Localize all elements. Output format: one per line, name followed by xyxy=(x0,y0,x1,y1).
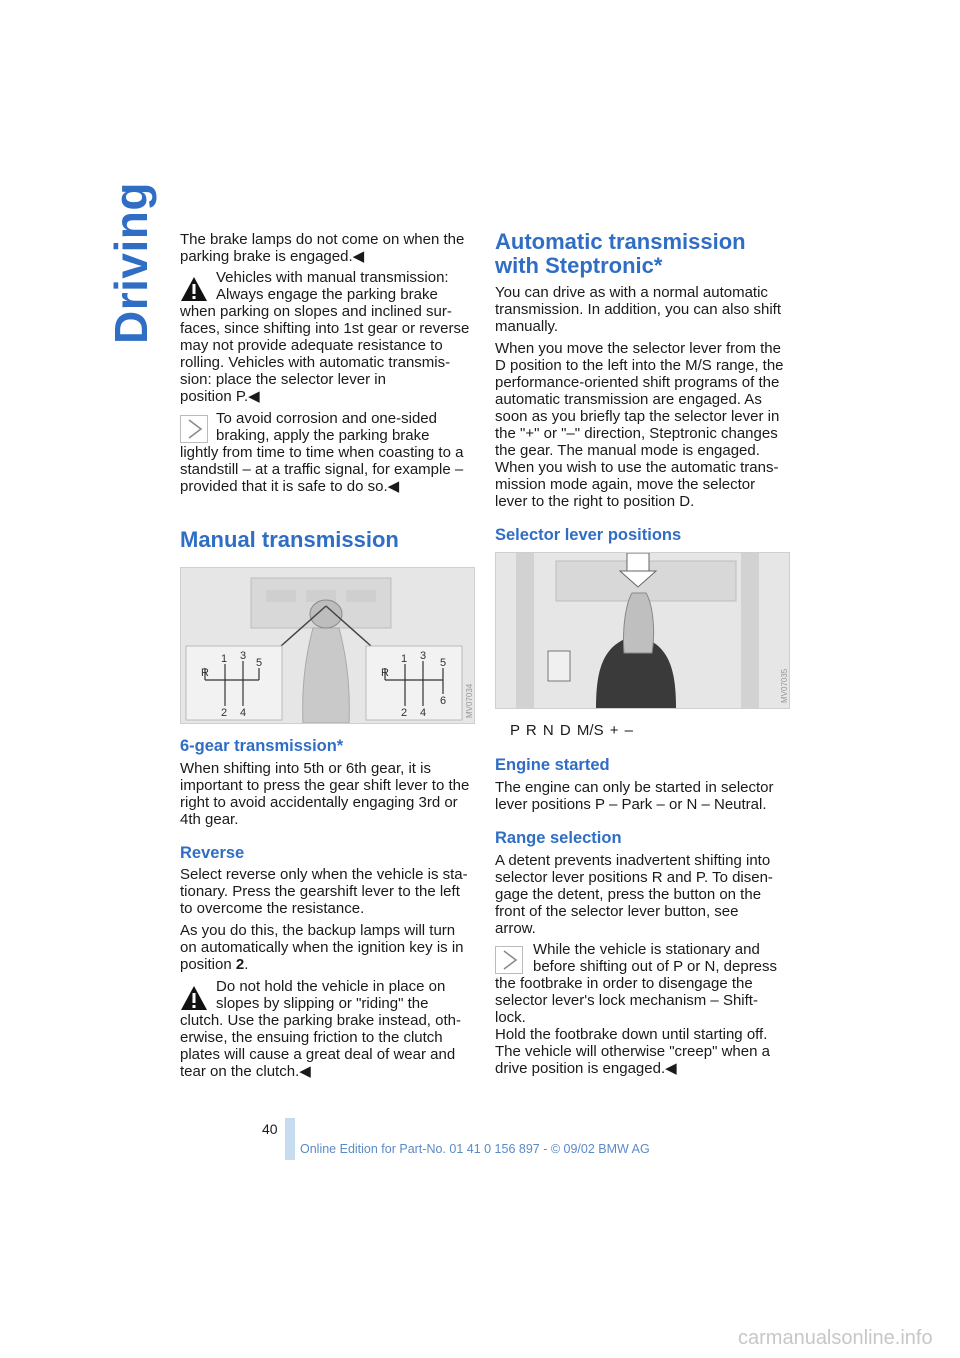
heading-automatic-transmission: Automatic transmission with Steptronic* xyxy=(495,229,746,278)
warning-icon xyxy=(180,985,208,1013)
text-range-selection: A detent prevents inadvertent shifting into selector lever positions R and P. To disen- gage the detent, press the button on the front of the selector lever button, see arrow. xyxy=(495,852,773,937)
selector-positions-label: P R N D M/S + – xyxy=(510,722,634,739)
gear-label-1-right: 1 xyxy=(401,653,408,665)
text-engine-started: The engine can only be started in selector lever positions P – Park – or N – Neutral. xyxy=(495,779,774,813)
note-shiftlock-rest: the footbrake in order to disengage the selector lever's lock mechanism – Shift- lock. Hold the footbrake down until starting off. The vehicle will otherwise "creep" when a drive position is engaged.◀ xyxy=(495,975,770,1077)
heading-selector-positions: Selector lever positions xyxy=(495,526,682,544)
note-corrosion-rest: lightly from time to time when coasting to a standstill – at a traffic signal, for example – provided that it is safe to do so.◀ xyxy=(180,444,464,495)
footer-bar xyxy=(285,1118,295,1160)
gear-label-2-left: 2 xyxy=(221,707,228,719)
manual-shift-figure xyxy=(180,567,475,724)
note-icon xyxy=(495,946,523,974)
heading-6gear: 6-gear transmission* xyxy=(180,737,344,755)
figure-code-manual: MV07034 xyxy=(465,683,474,718)
page-number: 40 xyxy=(262,1121,278,1137)
gear-label-3-right: 3 xyxy=(420,650,427,662)
note-icon xyxy=(180,415,208,443)
note-shiftlock-first: While the vehicle is stationary and before shifting out of P or N, depress xyxy=(533,941,778,975)
heading-range-selection: Range selection xyxy=(495,829,622,847)
gear-label-r-left: R xyxy=(201,667,209,679)
gear-label-3-left: 3 xyxy=(240,650,247,662)
text-backup-lamps: As you do this, the backup lamps will turn on automatically when the ignition key is in position 2. xyxy=(180,922,464,973)
gear-label-5-right: 5 xyxy=(440,657,447,669)
warning-clutch-first: Do not hold the vehicle in place on slopes by slipping or "riding" the xyxy=(216,978,446,1012)
warning-clutch-rest: clutch. Use the parking brake instead, oth- erwise, the ensuing friction to the clutch plates will cause a great deal of wear and tear on the clutch.◀ xyxy=(180,1012,461,1080)
edition-footer: Online Edition for Part-No. 01 41 0 156 897 - © 09/02 BMW AG xyxy=(300,1142,650,1156)
section-title: Driving xyxy=(105,182,157,344)
text-reverse: Select reverse only when the vehicle is sta- tionary. Press the gearshift lever to the left to overcome the resistance. xyxy=(180,866,468,917)
gear-label-1-left: 1 xyxy=(221,653,228,665)
text-auto-steptronic: When you move the selector lever from the D position to the left into the M/S range, the performance-oriented shift programs of the automatic transmission are engaged. As soon as you briefly tap the selector lever in the "+" or "–" direction, Steptronic changes the gear. The manual mode is engaged. When you wish to use the automatic trans- mission mode again, move the selector lever to the right to position D. xyxy=(495,340,784,510)
warning-icon xyxy=(180,276,208,304)
gear-label-4-right: 4 xyxy=(420,707,427,719)
heading-reverse: Reverse xyxy=(180,844,245,862)
text-auto-intro: You can drive as with a normal automatic transmission. In addition, you can also shift manually. xyxy=(495,284,781,335)
text-6gear: When shifting into 5th or 6th gear, it is important to press the gear shift lever to the right to avoid accidentally engaging 3rd or 4th gear. xyxy=(180,760,470,828)
selector-lever-figure xyxy=(495,552,790,709)
brake-lamp-text: The brake lamps do not come on when the parking brake is engaged.◀ xyxy=(180,231,465,265)
watermark: carmanualsonline.info xyxy=(738,1327,933,1349)
gear-label-5-left: 5 xyxy=(256,657,263,669)
gear-label-2-right: 2 xyxy=(401,707,408,719)
figure-code-selector: MV07035 xyxy=(780,668,789,703)
heading-engine-started: Engine started xyxy=(495,756,610,774)
gear-label-r-right: R xyxy=(381,667,389,679)
warning-manual-first: Vehicles with manual transmission: Always engage the parking brake xyxy=(216,269,449,303)
heading-manual-transmission: Manual transmission xyxy=(180,527,399,552)
gear-label-6-right: 6 xyxy=(440,695,447,707)
note-corrosion-first: To avoid corrosion and one-sided braking, apply the parking brake xyxy=(216,410,437,444)
gear-label-4-left: 4 xyxy=(240,707,247,719)
warning-manual-rest: when parking on slopes and inclined sur- faces, since shifting into 1st gear or reverse may not provide adequate resistance to rolling. Vehicles with automatic transmis- sion: place the selector lever in position P.◀ xyxy=(180,303,470,405)
